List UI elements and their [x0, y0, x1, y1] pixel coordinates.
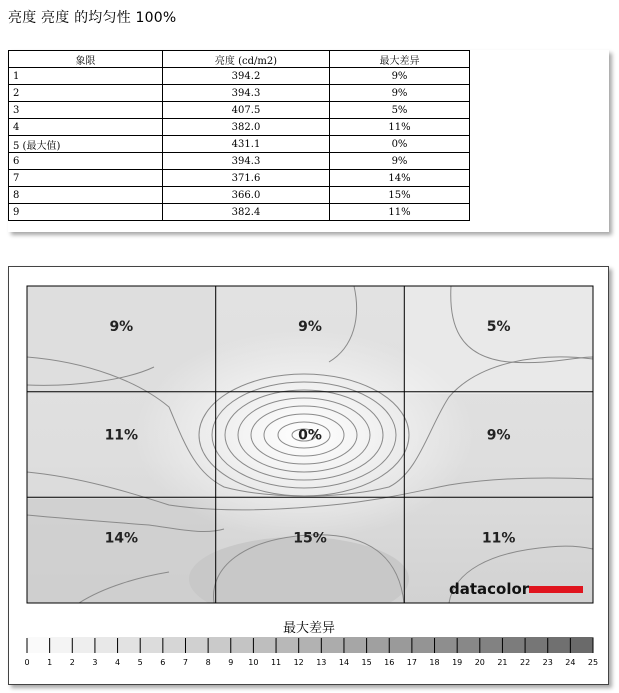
cell-label: 9%: [486, 427, 511, 444]
logo-bar: [529, 586, 583, 593]
legend-tick-label: 9: [228, 658, 234, 667]
legend-tick-label: 16: [384, 658, 395, 667]
legend-tick-label: 10: [248, 658, 259, 667]
logo-text: datacolor: [449, 580, 530, 598]
table-row: [9, 187, 470, 204]
legend-tick-label: 15: [361, 658, 372, 667]
legend-swatch: [457, 637, 480, 653]
quadrant-cell: 3: [9, 102, 163, 119]
shade-q7: [27, 499, 217, 603]
uniformity-table-panel: [8, 50, 609, 232]
legend-swatch: [389, 637, 412, 653]
luminance-cell: 371.6: [163, 170, 330, 187]
legend-swatch: [140, 637, 163, 653]
legend-tick-label: 12: [293, 658, 304, 667]
quadrant-cell: 5 (最大值): [9, 136, 163, 153]
legend-scale: [27, 637, 594, 653]
legend-swatch: [344, 637, 367, 653]
legend-tick-label: 5: [137, 658, 143, 667]
legend-tick-label: 4: [115, 658, 121, 667]
luminance-cell: 394.3: [163, 153, 330, 170]
quadrant-cell: 4: [9, 119, 163, 136]
legend-tick-label: 13: [316, 658, 327, 667]
legend-tick-label: 8: [205, 658, 211, 667]
table-row: [9, 85, 470, 102]
legend-swatch: [502, 637, 525, 653]
difference-cell: 11%: [330, 204, 470, 221]
heatmap-surface: [27, 286, 593, 621]
quadrant-cell: 8: [9, 187, 163, 204]
legend-tick-label: 24: [565, 658, 576, 667]
legend-swatch: [253, 637, 276, 653]
legend-swatch: [299, 637, 322, 653]
legend-swatch: [231, 637, 254, 653]
legend-title: 最大差异: [282, 621, 336, 636]
legend-swatch: [27, 637, 50, 653]
page-title: 亮度 亮度 的均匀性 100%: [8, 10, 177, 26]
cell-label: 0%: [298, 427, 322, 444]
legend-swatch: [480, 637, 503, 653]
legend-swatch: [185, 637, 208, 653]
legend-tick-label: 25: [587, 658, 599, 667]
table-row: [9, 204, 470, 221]
table-row: [9, 102, 470, 119]
legend-tick-label: 0: [24, 658, 30, 667]
legend-swatch: [208, 637, 231, 653]
legend-tick-label: 21: [497, 658, 508, 667]
uniformity-table: [8, 50, 470, 221]
table-row: [9, 119, 470, 136]
legend-tick-label: 6: [160, 658, 166, 667]
luminance-cell: 382.4: [163, 204, 330, 221]
quadrant-cell: 6: [9, 153, 163, 170]
cell-label: 9%: [298, 319, 322, 335]
legend-tick-label: 23: [542, 658, 553, 667]
legend-tick-label: 1: [47, 658, 53, 667]
header-luminance: 亮度 (cd/m2): [163, 51, 330, 68]
luminance-cell: 366.0: [163, 187, 330, 204]
legend-swatch: [276, 637, 299, 653]
difference-cell: 0%: [330, 136, 470, 153]
luminance-cell: 394.3: [163, 85, 330, 102]
legend-swatch: [367, 637, 390, 653]
table-header-row: [9, 51, 470, 68]
legend-tick-label: 14: [338, 658, 350, 667]
cell-label: 11%: [104, 427, 139, 444]
legend-swatch: [525, 637, 548, 653]
legend-tick-label: 19: [452, 658, 463, 667]
cell-label: 5%: [486, 319, 511, 335]
difference-cell: 11%: [330, 119, 470, 136]
cell-label: 11%: [481, 530, 516, 547]
luminance-cell: 382.0: [163, 119, 330, 136]
legend-swatch: [435, 637, 458, 653]
legend-tick-label: 2: [69, 658, 75, 667]
cell-label: 14%: [104, 530, 139, 547]
legend-tick-label: 17: [406, 658, 417, 667]
uniformity-map-panel: [8, 266, 609, 685]
legend-swatch: [321, 637, 344, 653]
luminance-cell: 407.5: [163, 102, 330, 119]
legend-swatch: [548, 637, 571, 653]
table-row: [9, 68, 470, 85]
luminance-cell: 394.2: [163, 68, 330, 85]
table-row: [9, 170, 470, 187]
luminance-cell: 431.1: [163, 136, 330, 153]
header-max-difference: 最大差异: [330, 51, 470, 68]
legend-swatch: [95, 637, 118, 653]
legend-tick-label: 3: [92, 658, 98, 667]
legend-tick-label: 22: [519, 658, 531, 667]
uniformity-heatmap: [9, 267, 608, 684]
quadrant-cell: 1: [9, 68, 163, 85]
difference-cell: 5%: [330, 102, 470, 119]
difference-cell: 14%: [330, 170, 470, 187]
legend-tick-label: 7: [182, 658, 189, 667]
difference-cell: 9%: [330, 85, 470, 102]
legend-swatch: [50, 637, 73, 653]
difference-cell: 15%: [330, 187, 470, 204]
legend-swatch: [412, 637, 435, 653]
difference-cell: 9%: [330, 153, 470, 170]
legend-swatch: [163, 637, 186, 653]
legend-tick-label: 20: [474, 658, 485, 667]
legend-swatch: [118, 637, 141, 653]
legend-tick-label: 18: [429, 658, 440, 667]
legend-tick-label: 11: [270, 658, 282, 667]
table-row: [9, 153, 470, 170]
quadrant-cell: 9: [9, 204, 163, 221]
quadrant-cell: 2: [9, 85, 163, 102]
legend-swatch: [570, 637, 593, 653]
quadrant-cell: 7: [9, 170, 163, 187]
difference-cell: 9%: [330, 68, 470, 85]
cell-label: 9%: [109, 319, 134, 335]
legend-swatch: [72, 637, 95, 653]
table-row: [9, 136, 470, 153]
header-quadrant: 象限: [9, 51, 163, 68]
cell-label: 15%: [293, 530, 327, 547]
